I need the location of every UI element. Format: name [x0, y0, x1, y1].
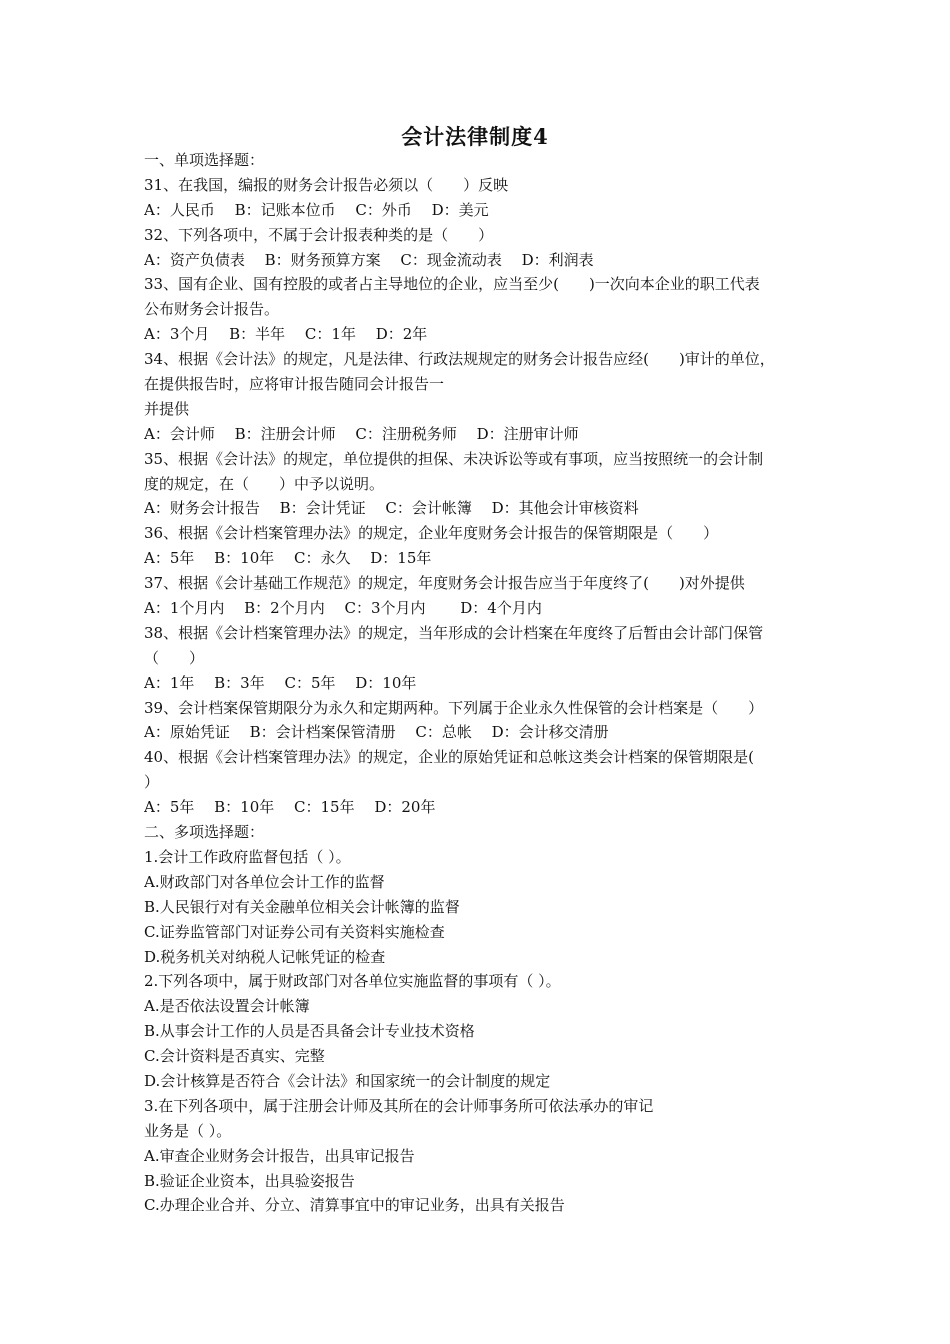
text-line: D.会计核算是否符合《会计法》和国家统一的会计制度的规定: [144, 1071, 551, 1090]
text-line: A：5年 B：10年 C：15年 D：20年: [144, 798, 436, 817]
text-line: A：原始凭证 B：会计档案保管清册 C：总帐 D：会计移交清册: [144, 723, 609, 742]
text-line: 32、下列各项中，不属于会计报表种类的是（ ）: [144, 225, 494, 244]
text-line: 3.在下列各项中，属于注册会计师及其所在的会计师事务所可依法承办的审记: [144, 1096, 654, 1115]
text-line: A：资产负债表 B：财务预算方案 C：现金流动表 D：利润表: [144, 250, 594, 269]
text-line: 在提供报告时，应将审计报告随同会计报告一: [144, 375, 445, 394]
text-line: B.验证企业资本，出具验姿报告: [144, 1171, 355, 1190]
text-line: D.税务机关对纳税人记帐凭证的检查: [144, 947, 386, 966]
text-line: 公布财务会计报告。: [144, 300, 280, 319]
text-line: 36、根据《会计档案管理办法》的规定，企业年度财务会计报告的保管期限是（ ）: [144, 524, 719, 543]
text-line: B.人民银行对有关金融单位相关会计帐簿的监督: [144, 897, 460, 916]
text-line: 40、根据《会计档案管理办法》的规定，企业的原始凭证和总帐这类会计档案的保管期限是(: [144, 748, 754, 767]
text-line: A.审查企业财务会计报告，出具审记报告: [144, 1146, 415, 1165]
text-line: A：会计师 B：注册会计师 C：注册税务师 D：注册审计师: [144, 424, 579, 443]
text-line: C.证券监管部门对证券公司有关资料实施检查: [144, 922, 445, 941]
text-line: A：财务会计报告 B：会计凭证 C：会计帐簿 D：其他会计审核资料: [144, 499, 639, 518]
text-line: 38、根据《会计档案管理办法》的规定，当年形成的会计档案在年度终了后暂由会计部门保管: [144, 623, 764, 642]
text-line: A：3个月 B：半年 C：1年 D：2年: [144, 325, 428, 344]
text-line: 一、单项选择题：: [144, 151, 265, 169]
text-line: 并提供: [144, 399, 190, 418]
text-line: 业务是（ ）。: [144, 1121, 232, 1140]
text-line: C.办理企业合并、分立、清算事宜中的审记业务，出具有关报告: [144, 1196, 565, 1215]
text-line: 31、在我国，编报的财务会计报告必须以（ ）反映: [144, 175, 509, 194]
text-line: 2.下列各项中，属于财政部门对各单位实施监督的事项有（ ）。: [144, 972, 561, 991]
text-line: （ ）: [144, 648, 205, 667]
text-line: 34、根据《会计法》的规定，凡是法律、行政法规规定的财务会计报告应经( )审计的单位，: [144, 350, 775, 369]
text-line: A：人民币 B：记账本位币 C：外币 D：美元: [144, 200, 489, 219]
text-line: B.从事会计工作的人员是否具备会计专业技术资格: [144, 1022, 475, 1041]
document-title: 会计法律制度4: [401, 124, 549, 149]
text-line: C.会计资料是否真实、完整: [144, 1047, 325, 1066]
text-line: A：1年 B：3年 C：5年 D：10年: [144, 673, 417, 692]
text-line: 33、国有企业、国有控股的或者占主导地位的企业，应当至少( )一次向本企业的职工代表: [144, 275, 760, 294]
text-line: A.是否依法设置会计帐簿: [144, 997, 310, 1016]
text-line: A.财政部门对各单位会计工作的监督: [144, 872, 385, 891]
text-line: 二、多项选择题：: [144, 823, 265, 842]
text-line: A：1个月内 B：2个月内 C：3个月内 D：4个月内: [144, 599, 542, 618]
text-line: 37、根据《会计基础工作规范》的规定，年度财务会计报告应当于年度终了( )对外提供: [144, 574, 745, 593]
document-body: [144, 148, 810, 1218]
text-line: 35、根据《会计法》的规定，单位提供的担保、未决诉讼等或有事项，应当按照统一的会计制: [144, 449, 764, 468]
text-line: 1.会计工作政府监督包括（ ）。: [144, 847, 351, 866]
text-line: ）: [144, 773, 160, 792]
text-line: A：5年 B：10年 C：永久 D：15年: [144, 549, 432, 568]
text-line: 度的规定，在（ ）中予以说明。: [144, 474, 385, 493]
text-line: 39、会计档案保管期限分为永久和定期两种。下列属于企业永久性保管的会计档案是（ ）: [144, 698, 764, 717]
